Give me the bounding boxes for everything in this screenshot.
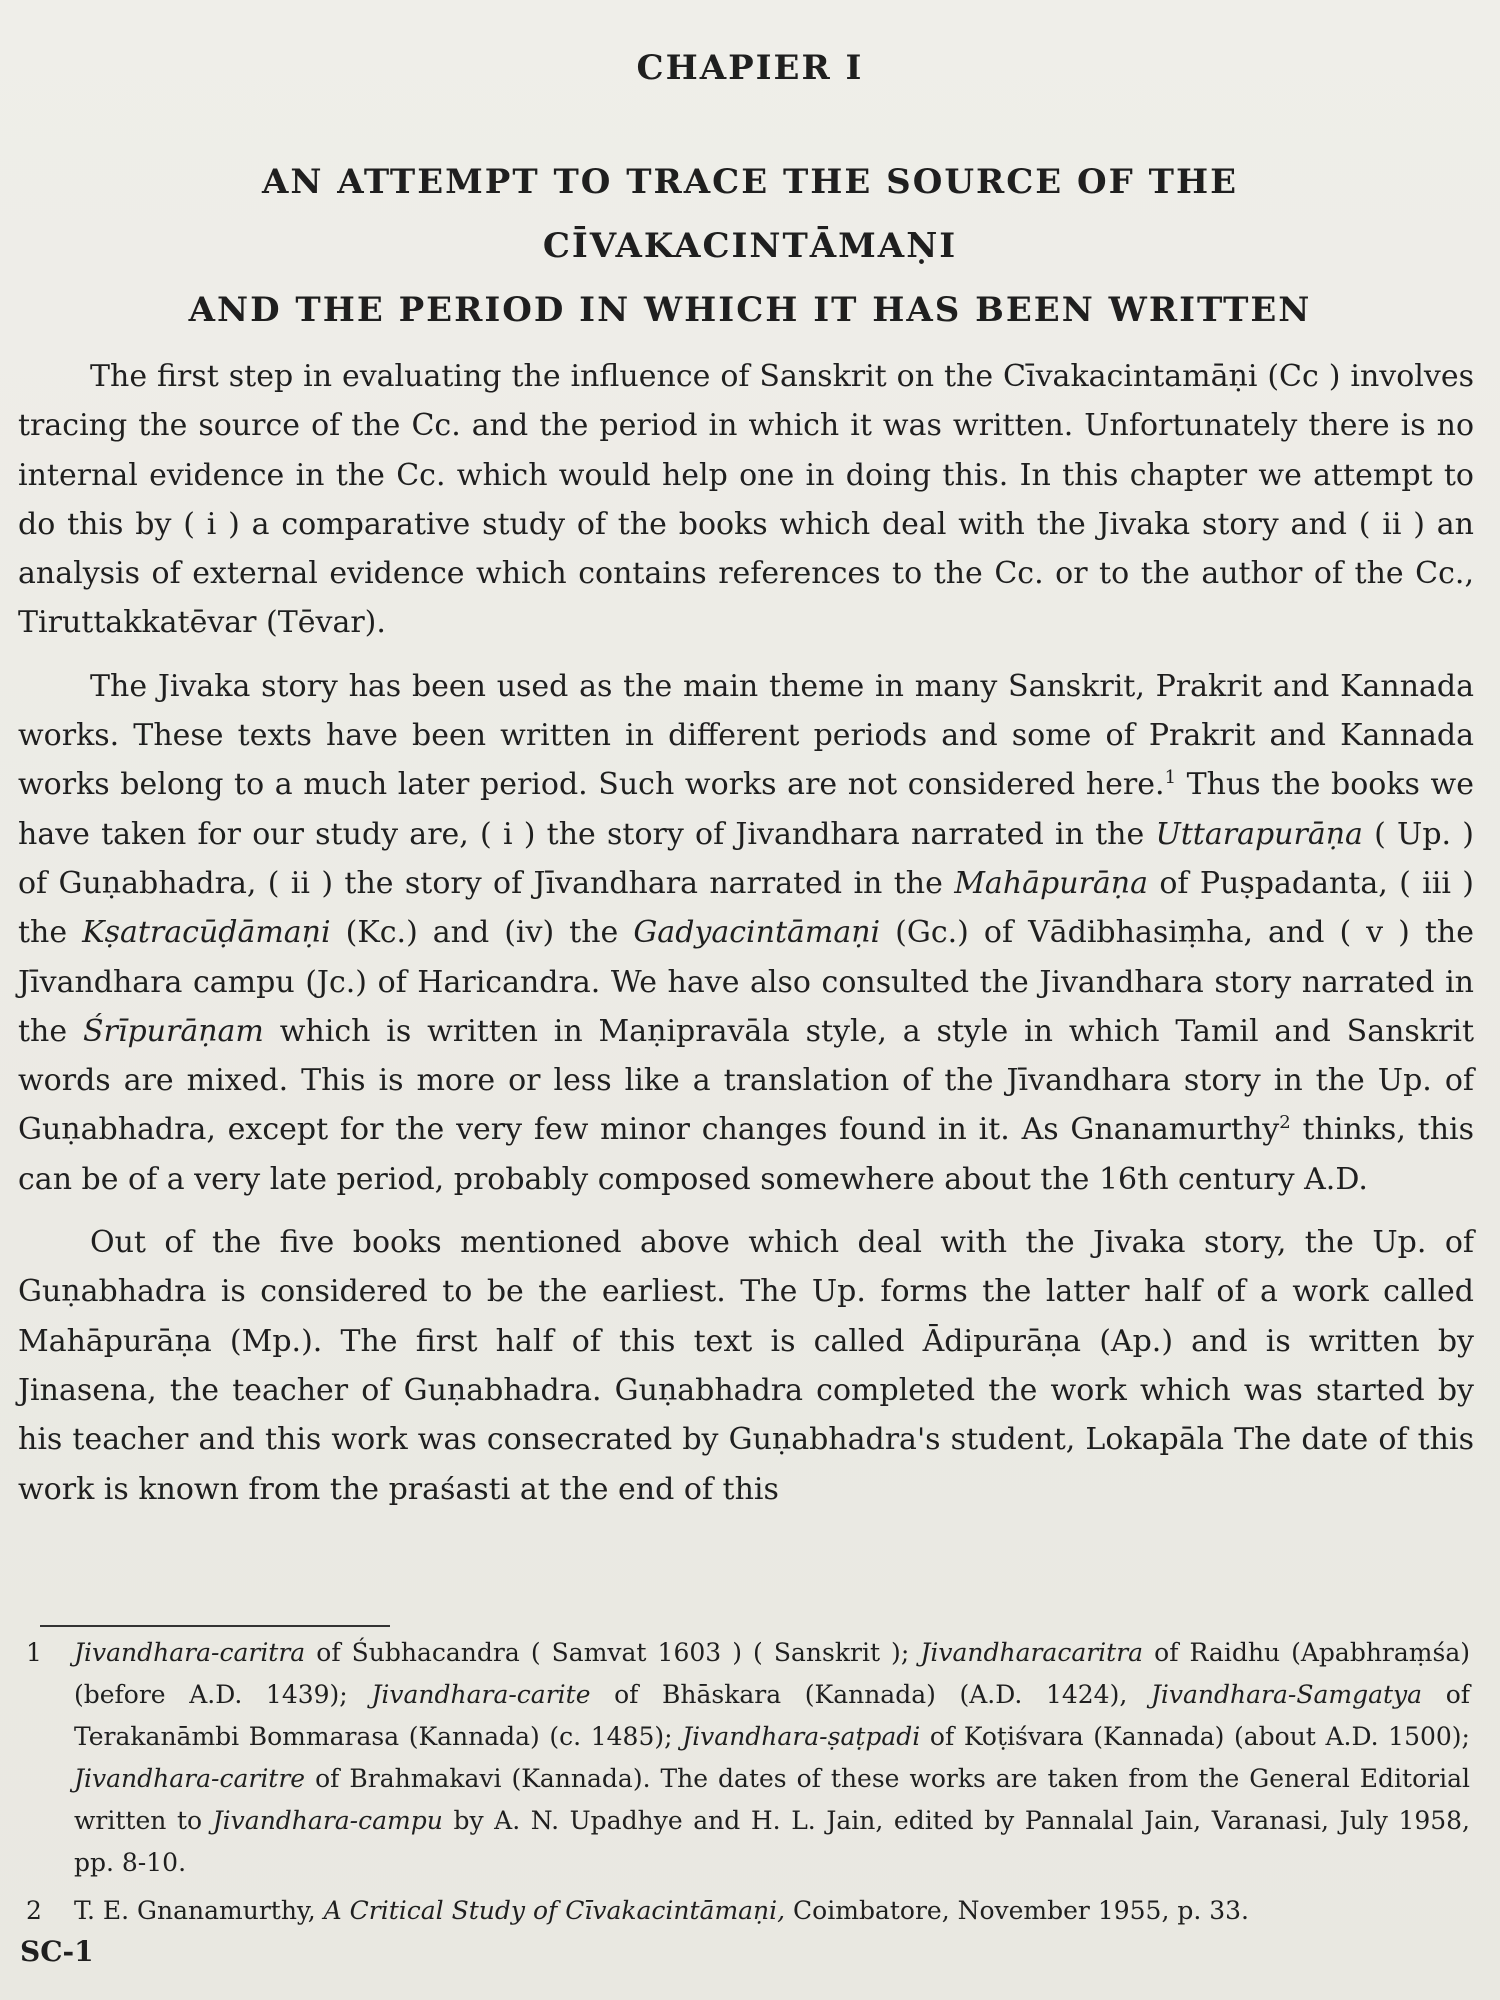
paragraph: [18, 1218, 1474, 1514]
chapter-title-line: AN ATTEMPT TO TRACE THE SOURCE OF THE CĪVAKACINTĀMAṆI: [262, 162, 1238, 266]
italic-title: Mahāpurāṇa: [954, 865, 1148, 901]
footnote: [20, 1890, 1470, 1932]
text-run: Coimbatore, November 1955, p. 33.: [785, 1896, 1250, 1925]
footnote-text: [74, 1890, 1470, 1932]
italic-title: Jivandhara-campu: [212, 1806, 443, 1835]
body-text: [18, 352, 1474, 1528]
chapter-label: CHAPIER I: [636, 48, 864, 88]
footnote: [20, 1632, 1470, 1884]
italic-title: Jivandhara-caritre: [74, 1764, 306, 1793]
text-run: ( Up. ) of Guṇabhadra, ( ii ) the story of Jīvandhara narrated in the: [18, 816, 1474, 901]
text-run: of Koṭiśvara (Kannada) (about A.D. 1500);: [920, 1722, 1470, 1751]
footnotes: [20, 1632, 1470, 1938]
text-run: The first step in evaluating the influence of Sanskrit on the Cīvakacintamāṇi (Cc ) involves tracing the source of the Cc. and the period in which it was written. Unfortunately there is no internal evidence in the Cc. which would help one in doing this. In this chapter we attempt to do this by ( i ) a comparative study of the books which deal with the Jivaka story and ( ii ) an analysis of external evidence which contains references to the Cc. or to the author of the Cc., Tiruttakkatēvar (Tēvar).: [18, 359, 1474, 641]
chapter-title-line: AND THE PERIOD IN WHICH IT HAS BEEN WRITTEN: [188, 290, 1312, 330]
text-run: (Gc.) of Vādibhasiṃha, and ( v ) the Jīvandhara campu (Jc.) of Haricandra. We have also consulted the Jivandhara story narrated in the: [18, 915, 1474, 1049]
text-run: by A. N. Upadhye and H. L. Jain, edited by Pannalal Jain, Varanasi, July 1958, pp. 8-10.: [74, 1806, 1471, 1877]
text-run: of Puṣpadanta, ( iii ) the: [18, 865, 1474, 951]
text-run: of Śubhacandra ( Samvat 1603 ) ( Sanskrit );: [305, 1638, 921, 1667]
italic-title: Kṣatracūḍāmaṇi: [82, 915, 331, 951]
italic-title: Jivandhara-ṣaṭpadi: [682, 1722, 921, 1751]
page-signature: SC-1: [20, 1935, 94, 1968]
italic-title: Uttarapurāṇa: [1155, 816, 1363, 852]
footnote-number: 2: [26, 1896, 42, 1925]
footnote-text: [74, 1632, 1470, 1884]
text-run: T. E. Gnanamurthy,: [74, 1896, 324, 1925]
text-run: Thus the books we have taken for our study are, ( i ) the story of Jivandhara narrated in the: [18, 767, 1474, 852]
text-run: Out of the five books mentioned above which deal with the Jivaka story, the Up. of Guṇabhadra is considered to be the earliest. The Up. forms the latter half of a work called Mahāpurāṇa (Mp.). The first half of this text is called Ādipurāṇa (Ap.) and is written by Jinasena, the teacher of Guṇabhadra. Guṇabhadra completed the work which was started by his teacher and this work was consecrated by Guṇabhadra's student, Lokapāla The date of this work is known from the praśasti at the end of this: [18, 1225, 1474, 1507]
text-run: of Bhāskara (Kannada) (A.D. 1424),: [590, 1680, 1151, 1709]
text-run: The Jivaka story has been used as the main theme in many Sanskrit, Prakrit and Kannada works. These texts have been written in different periods and some of Prakrit and Kannada works belong to a much later period. Such works are not considered here.: [18, 668, 1474, 803]
italic-title: Jivandhara-carite: [371, 1680, 591, 1709]
text-run: thinks, this can be of a very late period, probably composed somewhere about the 16th century A.D.: [18, 1112, 1475, 1197]
paragraph: [18, 352, 1474, 648]
footnote-ref: 2: [1279, 1112, 1291, 1134]
italic-title: A Critical Study of Cīvakacintāmaṇi,: [323, 1896, 786, 1925]
text-run: which is written in Maṇipravāla style, a style in which Tamil and Sanskrit words are mixed. This is more or less like a translation of the Jīvandhara story in the Up. of Guṇabhadra, except for the very few minor changes found in it. As Gnanamurthy: [18, 1013, 1475, 1148]
paragraph: [18, 662, 1474, 1204]
footnote-divider: [40, 1625, 390, 1627]
text-run: of Brahmakavi (Kannada). The dates of these works are taken from the General Editorial written to: [74, 1764, 1470, 1835]
italic-title: Jivandhara-Samgatya: [1150, 1680, 1423, 1709]
italic-title: Gadyacintāmaṇi: [633, 915, 881, 951]
text-run: (Kc.) and (iv) the: [330, 915, 634, 951]
text-run: of Terakanāmbi Bommarasa (Kannada) (c. 1485);: [74, 1680, 1470, 1751]
italic-title: Jivandharacaritra: [920, 1638, 1144, 1667]
footnote-number: 1: [26, 1638, 42, 1667]
italic-title: Śrīpurāṇam: [82, 1013, 264, 1049]
text-run: of Raidhu (Apabhraṃśa) (before A.D. 1439);: [74, 1638, 1470, 1709]
italic-title: Jivandhara-caritra: [74, 1638, 306, 1667]
footnote-ref: 1: [1164, 767, 1177, 789]
chapter-title: [60, 150, 1440, 342]
